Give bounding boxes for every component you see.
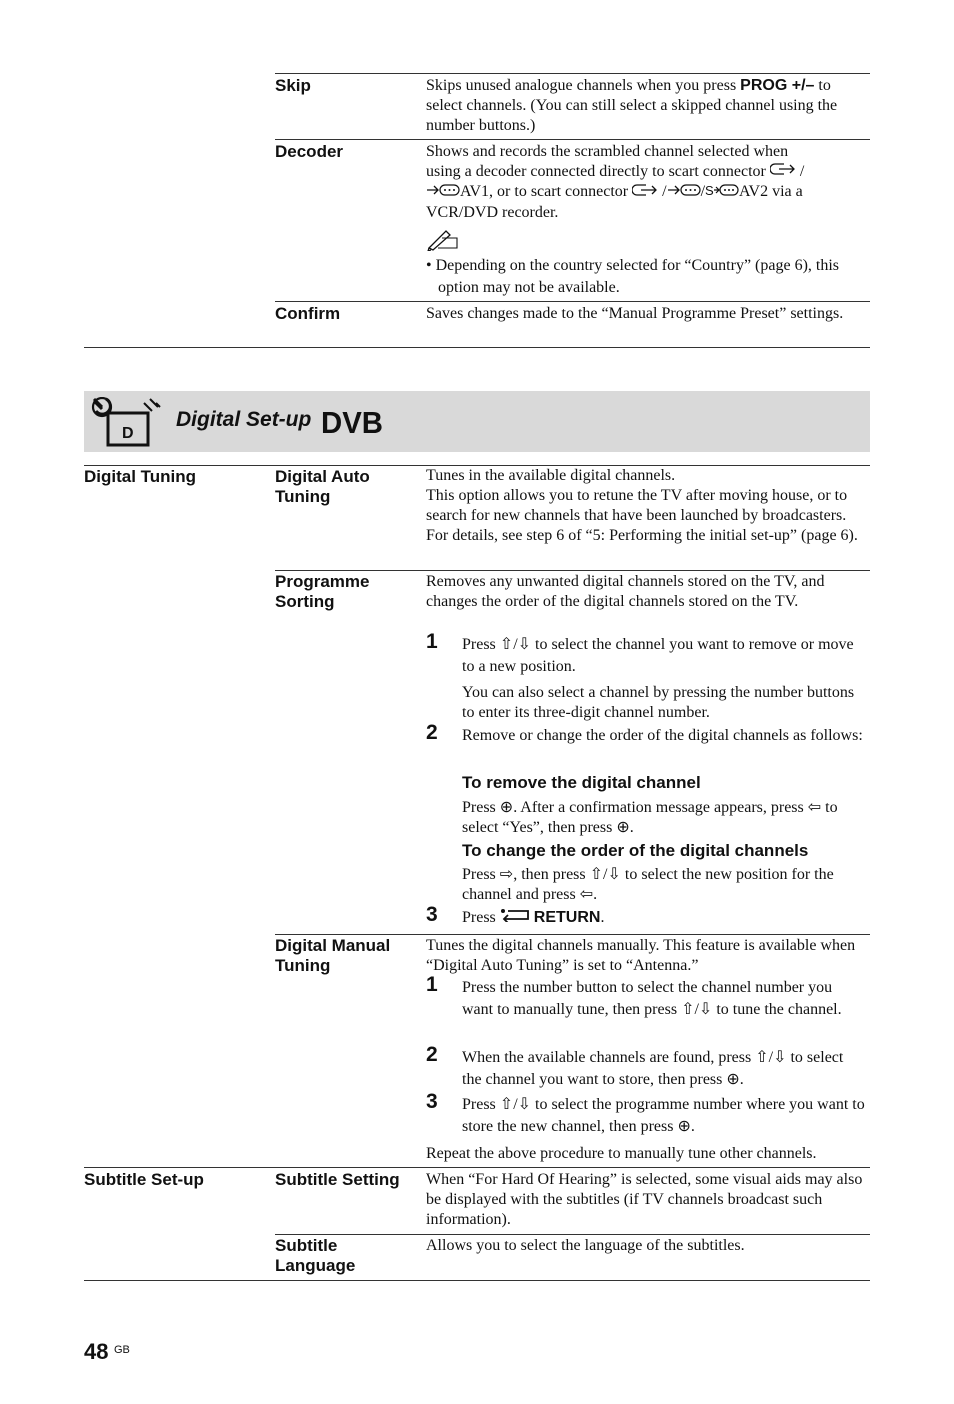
programme-sorting-label: Programme Sorting <box>275 572 370 611</box>
page-number: 48 <box>84 1339 109 1364</box>
subtitle-language-description: Allows you to select the language of the subtitles. <box>426 1237 745 1254</box>
up-down-arrows-icon: ⇧/⇩ <box>589 866 621 883</box>
decoder-note: • Depending on the country selected for “Country” (page 6), this option may not be available. <box>426 257 840 296</box>
subtitle-setting-label: Subtitle Setting <box>275 1170 400 1189</box>
input-arrow-icon-2 <box>667 183 701 203</box>
dvb-logo <box>321 405 385 442</box>
region-code: GB <box>114 1344 130 1356</box>
confirm-description: Saves changes made to the “Manual Programme Preset” settings. <box>426 305 844 322</box>
skip-description: Skips unused analogue channels when you press PROG +/– to select channels. (You can still select a skipped channel using the number buttons.) <box>426 77 838 134</box>
decoder-description: Shows and records the scrambled channel selected when using a decoder connected directly to scart connector / AV1, or to scart connector / / S AV2 via a VCR/DVD recorder. <box>426 143 805 221</box>
scart-connector-icon <box>770 162 796 182</box>
digital-setup-icon <box>90 397 164 454</box>
enter-button-icon: ⊕ <box>499 799 514 816</box>
subtitle-language-label: Subtitle Language <box>275 1236 356 1275</box>
s-video-icon <box>705 183 739 203</box>
return-icon <box>500 907 530 929</box>
decoder-label: Decoder <box>275 142 344 161</box>
digital-auto-tuning-label: Digital Auto Tuning <box>275 467 370 506</box>
left-arrow-icon: ⇦ <box>807 799 822 816</box>
change-order-heading: To change the order of the digital channels <box>462 841 809 860</box>
group-digital-tuning: Digital Tuning <box>84 467 197 486</box>
right-arrow-icon: ⇨ <box>499 866 514 883</box>
prog-key: PROG +/– <box>740 77 815 94</box>
input-arrow-icon <box>426 183 460 203</box>
remove-channel-heading: To remove the digital channel <box>462 773 701 792</box>
skip-label: Skip <box>275 76 311 95</box>
remove-channel-text: Press ⊕. After a confirmation message appears, press ⇦ to select “Yes”, then press ⊕. <box>462 799 838 836</box>
note-pencil-icon <box>426 229 460 256</box>
section-title: Digital Set-up <box>176 408 312 431</box>
up-down-arrows-icon: ⇧/⇩ <box>499 1096 532 1113</box>
svg-text:DVB: DVB <box>321 405 383 437</box>
group-subtitle-setup: Subtitle Set-up <box>84 1170 204 1189</box>
enter-button-icon: ⊕ <box>726 1071 740 1088</box>
up-down-arrows-icon: ⇧/⇩ <box>755 1049 787 1066</box>
digital-auto-tuning-description: Tunes in the available digital channels. This option allows you to retune the TV after moving house, or to search for new channels that have been launched by broadcasters. For details, see step 6 of “5: Performing the initial set-up” (page 6). <box>426 467 858 544</box>
enter-button-icon: ⊕ <box>616 819 630 836</box>
enter-button-icon: ⊕ <box>677 1118 691 1135</box>
programme-sorting-intro: Removes any unwanted digital channels stored on the TV, and changes the order of the digital channels stored on the TV. <box>426 573 825 610</box>
subtitle-setting-description: When “For Hard Of Hearing” is selected, some visual aids may also be displayed with the subtitles (if TV channels broadcast such information). <box>426 1171 863 1228</box>
manual-tuning-outro: Repeat the above procedure to manually tune other channels. <box>426 1145 817 1162</box>
change-order-text: Press ⇨, then press ⇧/⇩ to select the new position for the channel and press ⇦. <box>462 866 834 903</box>
svg-text:D: D <box>122 425 134 442</box>
digital-manual-tuning-intro: Tunes the digital channels manually. This feature is available when “Digital Auto Tuning” is set to “Antenna.” <box>426 937 856 974</box>
sorting-step-1-extra: You can also select a channel by pressing the number buttons to enter its three-digit channel number. <box>462 684 855 721</box>
digital-manual-tuning-label: Digital Manual Tuning <box>275 936 391 975</box>
up-down-arrows-icon: ⇧/⇩ <box>499 636 532 653</box>
confirm-label: Confirm <box>275 304 341 323</box>
left-arrow-icon: ⇦ <box>579 886 594 903</box>
scart-connector-icon-2 <box>632 183 658 203</box>
svg-text:S: S <box>705 182 714 197</box>
up-down-arrows-icon: ⇧/⇩ <box>681 1001 713 1018</box>
